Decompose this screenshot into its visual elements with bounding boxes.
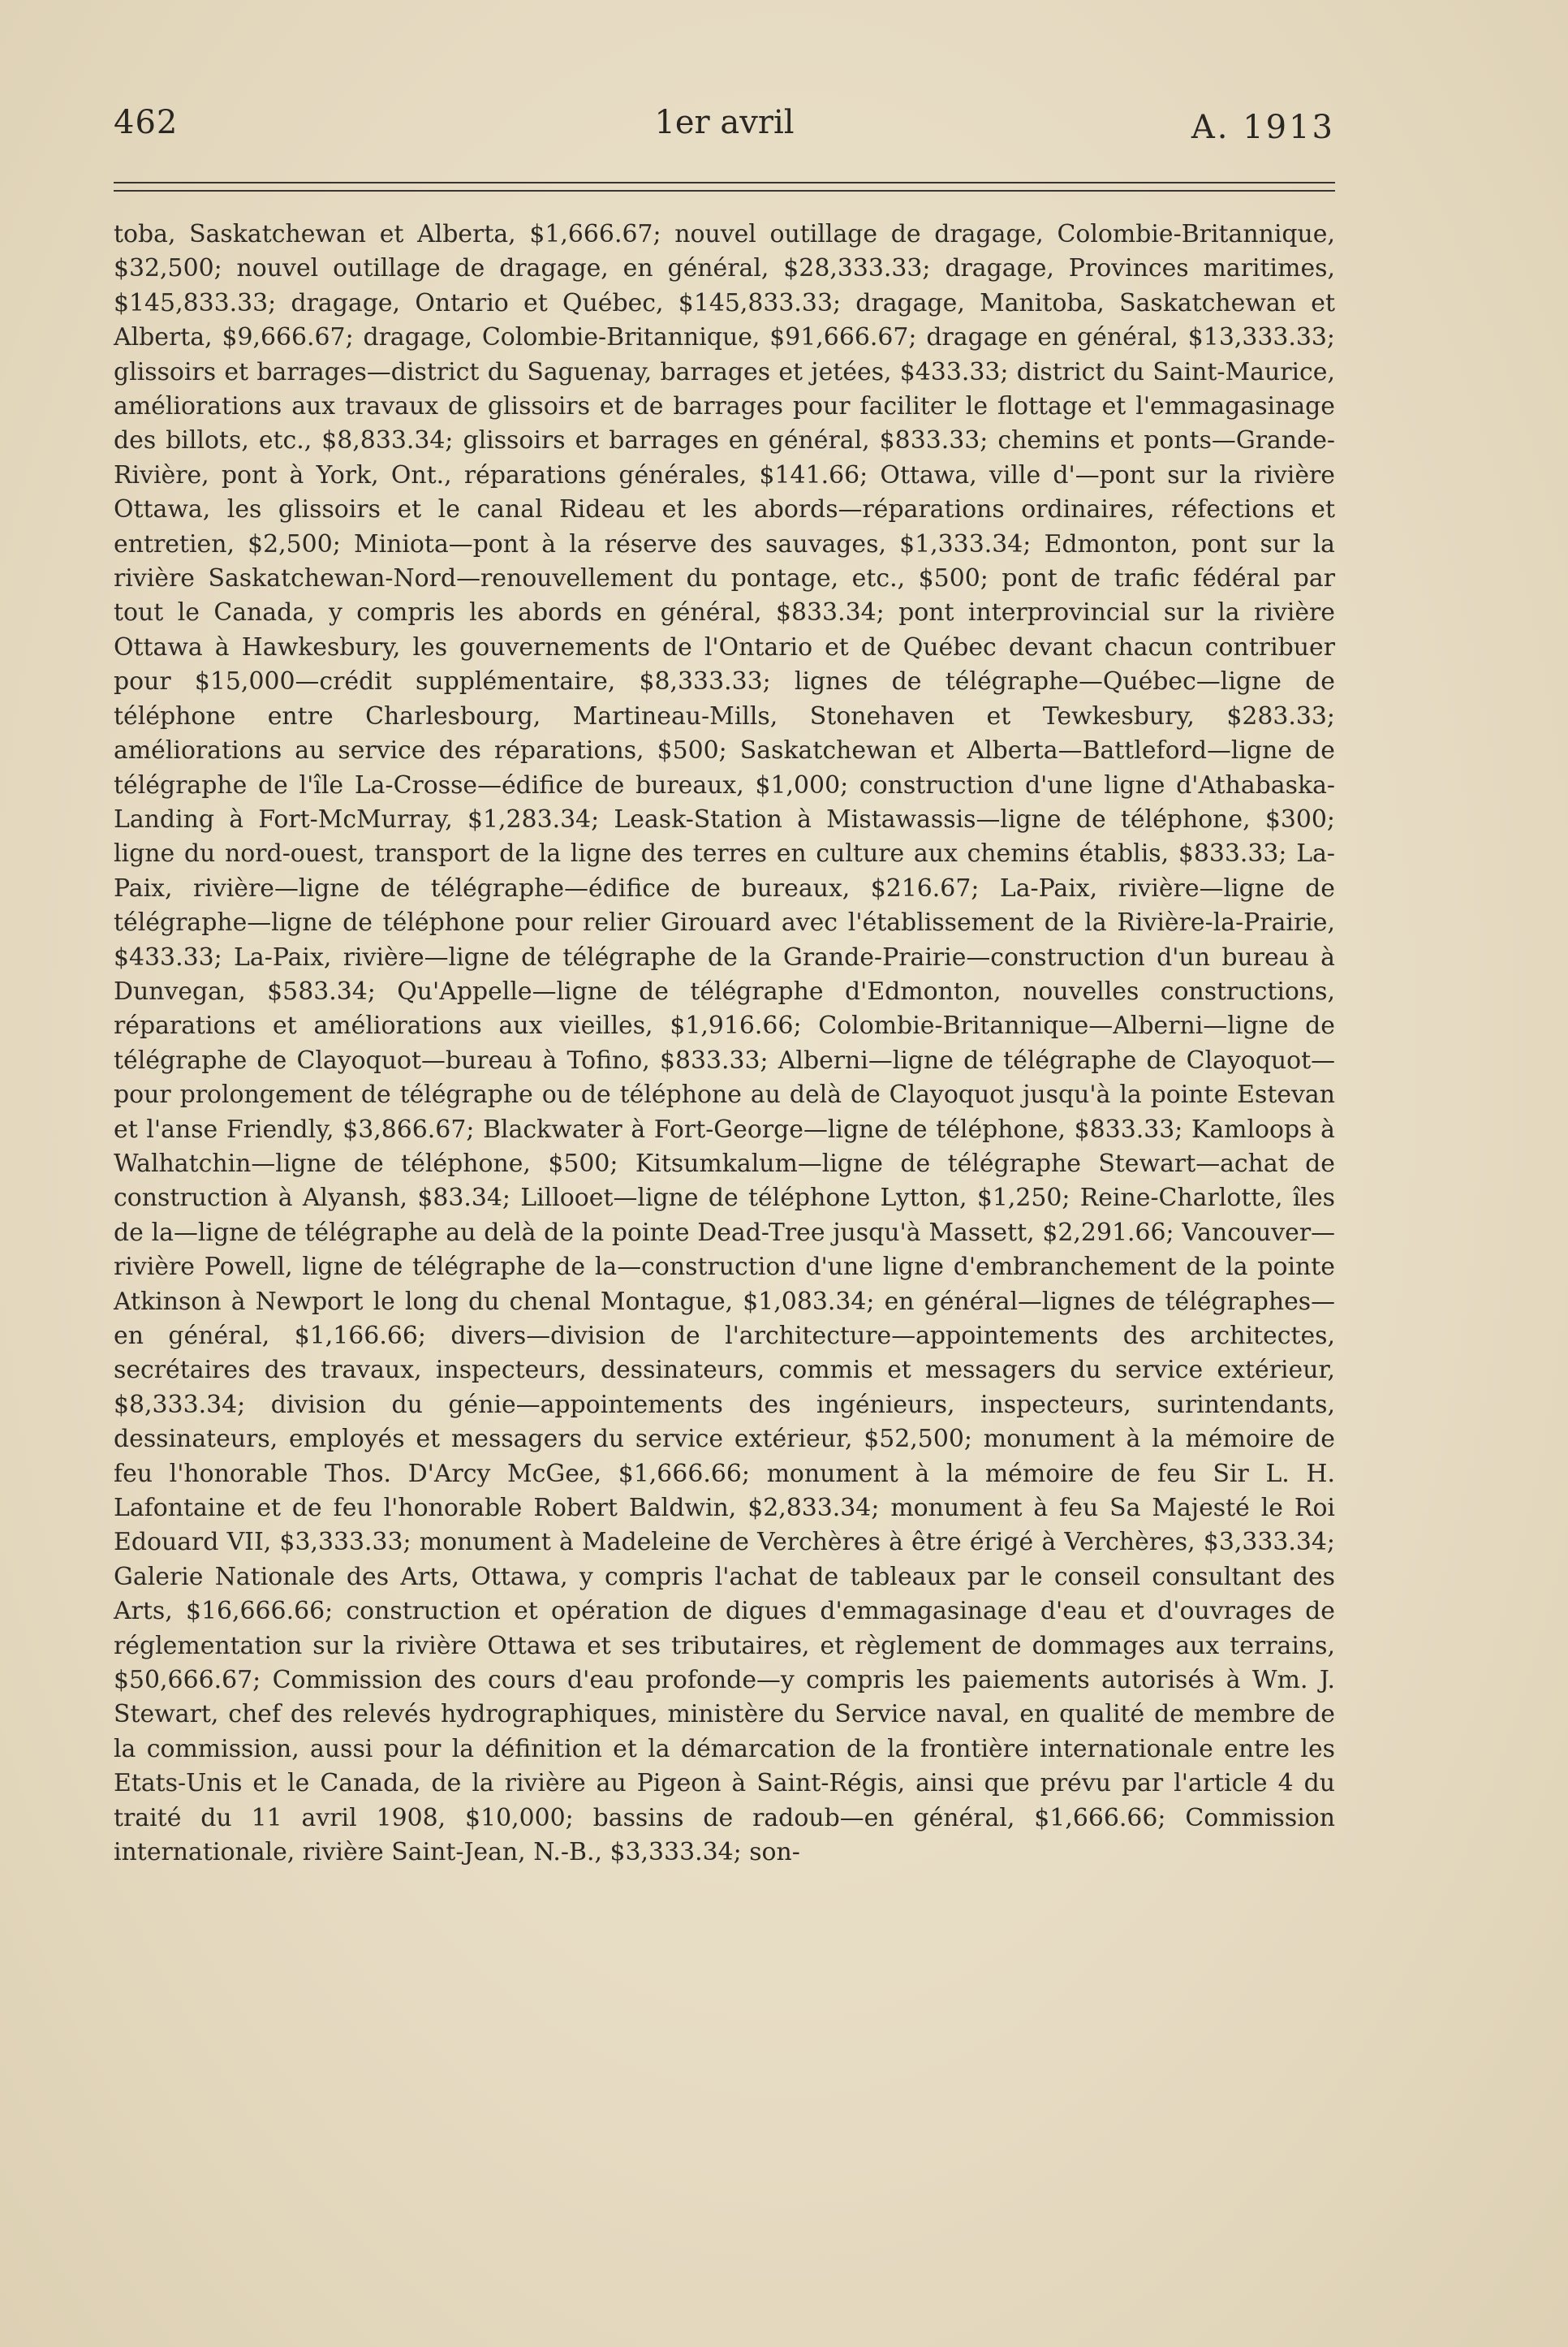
page-number: 462 — [114, 104, 179, 141]
header-rule-top — [114, 182, 1335, 183]
running-date: 1er avril — [654, 104, 795, 141]
running-header — [114, 104, 1335, 153]
running-year: A. 1913 — [1191, 109, 1335, 146]
header-rule-bottom — [114, 190, 1335, 192]
body-paragraph: toba, Saskatchewan et Alberta, $1,666.67; nouvel outillage de dragage, Colombie-Britannique, $32,500; nouvel outillage de dragage, en général, $28,333.33; dragage, Provinces maritimes, $145,833.33; dragage, Ontario et Québec, $145,833.33; dragage, Manitoba, Saskatchewan et Alberta, $9,666.67; dragage, Colombie-Britannique, $91,666.67; dragage en général, $13,333.33; glissoirs et barrages—district du Saguenay, barrages et jetées, $433.33; district du Saint-Maurice, améliorations aux travaux de glissoirs et de barrages pour faciliter le flottage et l'emmagasinage des billots, etc., $8,833.34; glissoirs et barrages en général, $833.33; chemins et ponts—Grande-Rivière, pont à York, Ont., réparations générales, $141.66; Ottawa, ville d'—pont sur la rivière Ottawa, les glissoirs et le canal Rideau et les abords—réparations ordinaires, réfections et entretien, $2,500; Miniota—pont à la réserve des sauvages, $1,333.34; Edmonton, pont sur la rivière Saskatchewan-Nord—renouvellement du pontage, etc., $500; pont de trafic fédéral par tout le Canada, y compris les abords en général, $833.34; pont interprovincial sur la rivière Ottawa à Hawkesbury, les gouvernements de l'Ontario et de Québec devant chacun contribuer pour $15,000—crédit supplémentaire, $8,333.33; lignes de télégraphe—Québec—ligne de téléphone entre Charlesbourg, Martineau-Mills, Stonehaven et Tewkesbury, $283.33; améliorations au service des réparations, $500; Saskatchewan et Alberta—Battleford—ligne de télégraphe de l'île La-Crosse—édifice de bureaux, $1,000; construction d'une ligne d'Athabaska-Landing à Fort-McMurray, $1,283.34; Leask-Station à Mistawassis—ligne de téléphone, $300; ligne du nord-ouest, transport de la ligne des terres en culture aux chemins établis, $833.33; La-Paix, rivière—ligne de télégraphe—édifice de bureaux, $216.67; La-Paix, rivière—ligne de télégraphe—ligne de téléphone pour relier Girouard avec l'établissement de la Rivière-la-Prairie, $433.33; La-Paix, rivière—ligne de télégraphe de la Grande-Prairie—construction d'un bureau à Dunvegan, $583.34; Qu'Appelle—ligne de télégraphe d'Edmonton, nouvelles constructions, réparations et améliorations aux vieilles, $1,916.66; Colombie-Britannique—Alberni—ligne de télégraphe de Clayoquot—bureau à Tofino, $833.33; Alberni—ligne de télégraphe de Clayoquot—pour prolongement de télégraphe ou de téléphone au delà de Clayoquot jusqu'à la pointe Estevan et l'anse Friendly, $3,866.67; Blackwater à Fort-George—ligne de téléphone, $833.33; Kamloops à Walhatchin—ligne de téléphone, $500; Kitsumkalum—ligne de télégraphe Stewart—achat de construction à Alyansh, $83.34; Lillooet—ligne de téléphone Lytton, $1,250; Reine-Charlotte, îles de la—ligne de télégraphe au delà de la pointe Dead-Tree jusqu'à Massett, $2,291.66; Vancouver—rivière Powell, ligne de télégraphe de la—construction d'une ligne d'embranchement de la pointe Atkinson à Newport le long du chenal Montague, $1,083.34; en général—lignes de télégraphes—en général, $1,166.66; divers—division de l'architecture—appointements des architectes, secrétaires des travaux, inspecteurs, dessinateurs, commis et messagers du service extérieur, $8,333.34; division du génie—appointements des ingénieurs, inspecteurs, surintendants, dessinateurs, employés et messagers du service extérieur, $52,500; monument à la mémoire de feu l'honorable Thos. D'Arcy McGee, $1,666.66; monument à la mémoire de feu Sir L. H. Lafontaine et de feu l'honorable Robert Baldwin, $2,833.34; monument à feu Sa Majesté le Roi Edouard VII, $3,333.33; monument à Madeleine de Verchères à être érigé à Verchères, $3,333.34; Galerie Nationale des Arts, Ottawa, y compris l'achat de tableaux par le conseil consultant des Arts, $16,666.66; construction et opération de digues d'emmagasinage d'eau et d'ouvrages de réglementation sur la rivière Ottawa et ses tributaires, et règlement de dommages aux terrains, $50,666.67; Commission des cours d'eau profonde—y compris les paiements autorisés à Wm. J. Stewart, chef des relevés hydrographiques, ministère du Service naval, en qualité de membre de la commission, aussi pour la définition et la démarcation de la frontière internationale entre les Etats-Unis et le Canada, de la rivière au Pigeon à Saint-Régis, ainsi que prévu par l'article 4 du traité du 11 avril 1908, $10,000; bassins de radoub—en général, $1,666.66; Commission internationale, rivière Saint-Jean, N.-B., $3,333.34; son- — [114, 220, 1335, 1867]
